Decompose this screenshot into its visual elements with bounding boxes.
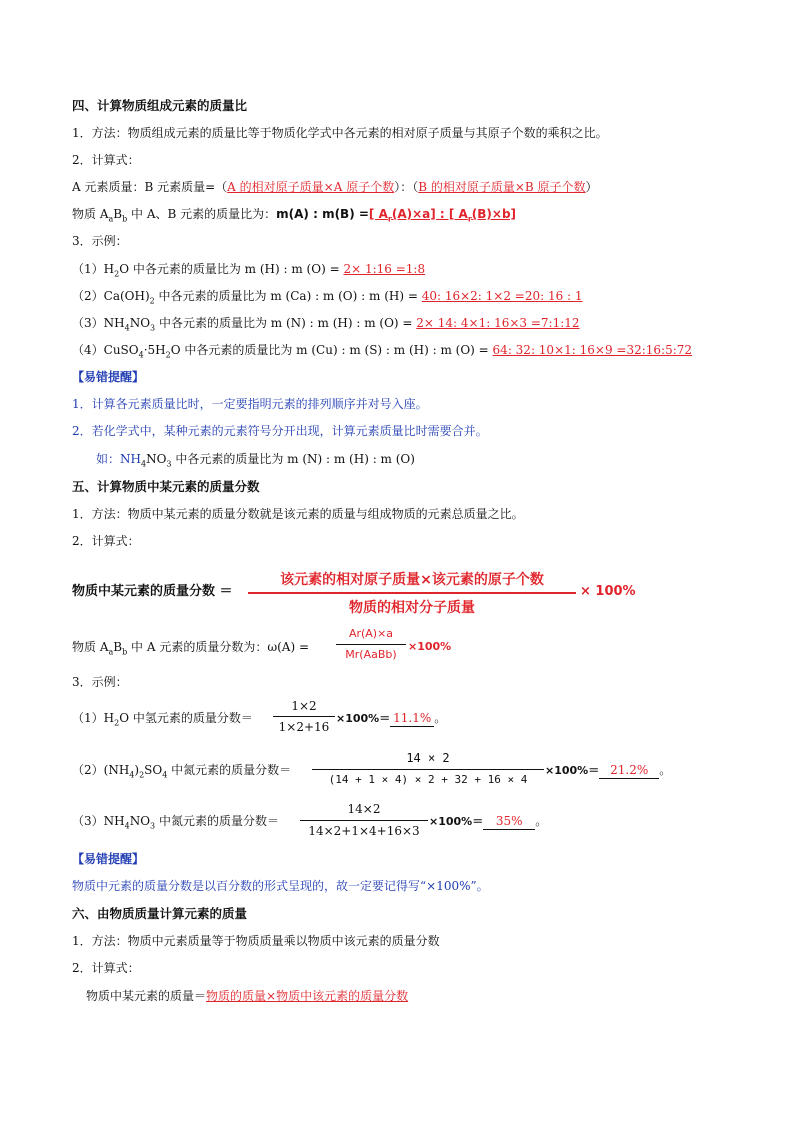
section-4-tip-title: 【易错提醒】 (72, 370, 145, 384)
omega-sub-b: b (122, 647, 128, 657)
s5-ex1-end: 。 (434, 711, 447, 725)
omega-numerator: Ar(A)×a (348, 627, 394, 640)
s5-ex3-numerator: 14×2 (347, 802, 381, 816)
s5-ex2-mid2: SO (144, 763, 163, 777)
section-4-ratio (72, 206, 516, 222)
ex4-sub: 4 (138, 350, 144, 360)
ratio-formula: m(A) : m(B) = (276, 207, 369, 221)
s5-ex2-fraction (312, 750, 544, 790)
big-formula-times: × 100% (580, 584, 636, 599)
s5-ex1-fraction (273, 698, 335, 736)
big-formula-numerator: 该元素的相对原子质量×该元素的原子个数 (280, 572, 544, 588)
ex4-sub2: 2 (165, 350, 171, 360)
s5-ex1-sub: 2 (114, 718, 120, 728)
section-4-title: 四、计算物质组成元素的质量比 (72, 98, 248, 113)
s5-ex2-result (545, 762, 671, 779)
ratio-sub-a: a (108, 214, 114, 224)
omega-bar (336, 644, 406, 645)
s5-ex3-pre: （3）NH (72, 814, 125, 828)
omega-text: 中 A 元素的质量分数为：ω(A) = (127, 640, 310, 654)
s5-ex3-answer: 35% (483, 813, 535, 830)
ratio-sub-b: b (122, 214, 128, 224)
section-5-example-3 (72, 813, 279, 829)
ex2-sub: 2 (149, 296, 155, 306)
section-5-method: 1．方法：物质中某元素的质量分数就是该元素的质量与组成物质的元素总质量之比。 (72, 507, 524, 521)
s5-ex1-pre: （1）H (72, 711, 115, 725)
section-6-formula-label: 2．计算式： (72, 961, 140, 975)
s5-ex3-end: 。 (535, 814, 548, 828)
formula-suffix: ） (585, 180, 598, 194)
ex2-text: 中各元素的质量比为 m (Ca) : m (O) : m (H) = (154, 289, 422, 303)
section-6-method: 1．方法：物质中元素质量等于物质质量乘以物质中该元素的质量分数 (72, 934, 440, 948)
formula-mid: ）：（ (394, 180, 419, 194)
section-4-tip-1: 1．计算各元素质量比时，一定要指明元素的排列顺序并对号入座。 (72, 397, 428, 411)
section-5-example-2 (72, 762, 291, 778)
ex2-pre: （2）Ca(OH) (72, 289, 150, 303)
ex4-text: O 中各元素的质量比为 m (Cu) : m (S) : m (H) : m (O) = (170, 343, 493, 357)
tip-example-text: 中各元素的质量比为 m (N) : m (H) : m (O) (171, 452, 415, 466)
s5-ex2-mid: ) (134, 763, 140, 777)
ratio-text: 中 A、B 元素的质量比为： (127, 207, 277, 221)
big-formula-bar (248, 592, 576, 594)
ex3-pre: （3）NH (72, 316, 125, 330)
s5-ex3-times: ×100%＝ (429, 815, 484, 828)
s5-ex2-answer: 21.2% (599, 762, 659, 779)
formula-prefix: A 元素质量：B 元素质量=（ (72, 180, 228, 194)
s6-formula-a: 物质的质量 (206, 989, 267, 1003)
s5-ex1-numerator: 1×2 (291, 699, 317, 713)
s5-ex1-bar (273, 716, 335, 717)
formula-a-answer: A 的相对原子质量×A 原子个数 (227, 180, 395, 194)
omega-pre: 物质 A (72, 640, 109, 654)
s5-ex1-denominator: 1×2+16 (278, 720, 330, 734)
s5-ex2-numerator: 14 × 2 (406, 751, 450, 765)
ex2-answer: 40: 16×2: 1×2 =20: 16 : 1 (421, 289, 583, 303)
section-4-method: 1．方法：物质组成元素的质量比等于物质化学式中各元素的相对原子质量与其原子个数的乘积之比。 (72, 126, 608, 140)
ex4-pre: （4）CuSO (72, 343, 139, 357)
section-5-tip-title: 【易错提醒】 (72, 852, 145, 866)
s5-ex3-sub2: 3 (150, 821, 156, 831)
s5-ex1-answer: 11.1% (390, 710, 434, 727)
big-formula-label: 物质中某元素的质量分数 ＝ (72, 584, 233, 599)
ex3-sub2: 3 (150, 323, 156, 333)
s5-ex2-text: 中氮元素的质量分数＝ (167, 763, 292, 777)
omega-B: B (113, 640, 123, 654)
tip-example-mid: NO (146, 452, 167, 466)
tip-example-pre: 如：NH (96, 452, 141, 466)
s5-ex3-bar (300, 820, 428, 821)
formula-b-answer: B 的相对原子质量×B 原子个数 (418, 180, 586, 194)
ratio-answer-sub1: r (387, 214, 392, 224)
ex3-mid: NO (129, 316, 151, 330)
s5-ex2-sub3: 4 (162, 770, 168, 780)
ex1-text: O 中各元素的质量比为 m (H) : m (O) = (119, 262, 344, 276)
s5-ex2-bar (312, 769, 544, 770)
section-4-formula (72, 179, 598, 195)
section-4-example-3 (72, 315, 580, 331)
section-5-formula-label: 2．计算式： (72, 534, 140, 548)
omega-denominator: Mr(AaBb) (345, 648, 397, 661)
ex3-answer: 2× 14: 4×1: 16×3 =7:1:12 (416, 316, 580, 330)
omega-formula (72, 639, 309, 655)
s6-formula-b: 物质中该元素的质量分数 (276, 989, 409, 1003)
ex4-mid: ·5H (143, 343, 166, 357)
tip-example-sub2: 3 (166, 459, 172, 469)
s5-ex2-sub1: 4 (129, 770, 135, 780)
s5-ex3-mid: NO (129, 814, 151, 828)
ex1-pre: （1）H (72, 262, 115, 276)
s5-ex1-text: O 中氢元素的质量分数＝ (119, 711, 253, 725)
s5-ex3-denominator: 14×2+1×4+16×3 (308, 824, 420, 838)
ratio-answer-part3: (B)×b] (471, 207, 517, 221)
s6-formula-prefix: 物质中某元素的质量＝ (86, 989, 207, 1003)
big-formula-fraction (248, 570, 576, 618)
ex1-sub: 2 (114, 269, 120, 279)
omega-fraction (336, 626, 406, 664)
section-4-formula-label: 2．计算式： (72, 153, 140, 167)
s5-ex2-times: ×100%＝ (545, 764, 600, 777)
s5-ex2-pre: （2）(NH (72, 763, 130, 777)
section-5-example-1 (72, 710, 253, 726)
s5-ex2-end: 。 (659, 763, 672, 777)
ratio-answer-sub2: r (467, 214, 472, 224)
s5-ex2-denominator: (14 + 1 × 4) × 2 + 32 + 16 × 4 (328, 773, 528, 786)
section-4-example-2 (72, 288, 583, 304)
section-6-formula (86, 988, 408, 1004)
ratio-B: B (113, 207, 123, 221)
section-5-title: 五、计算物质中某元素的质量分数 (72, 479, 260, 494)
ratio-answer (368, 207, 517, 224)
s5-ex3-text: 中氮元素的质量分数＝ (155, 814, 279, 828)
section-4-tip-2: 2．若化学式中，某种元素的元素符号分开出现，计算元素质量比时需要合并。 (72, 424, 488, 438)
section-6-title: 六、由物质质量计算元素的质量 (72, 906, 248, 921)
s5-ex3-sub1: 4 (124, 821, 130, 831)
section-4-examples-label: 3．示例： (72, 234, 128, 248)
s5-ex3-fraction (300, 801, 428, 841)
big-formula-denominator: 物质的相对分子质量 (349, 600, 475, 616)
section-5-examples-label: 3．示例： (72, 675, 128, 689)
ex3-text: 中各元素的质量比为 m (N) : m (H) : m (O) = (155, 316, 417, 330)
section-4-example-4 (72, 342, 692, 358)
ex3-sub1: 4 (124, 323, 130, 333)
ratio-answer-part2: (A)×a] : [ A (391, 207, 468, 221)
s5-ex2-sub2: 2 (139, 770, 145, 780)
ex4-answer: 64: 32: 10×1: 16×9 =32:16:5:72 (492, 343, 693, 357)
ratio-prefix: 物质 A (72, 207, 109, 221)
section-4-tip-example (96, 451, 415, 467)
omega-times: ×100% (408, 640, 452, 653)
tip-example-sub1: 4 (140, 459, 147, 469)
s6-formula-times: × (266, 989, 277, 1003)
s5-ex1-times: ×100%＝ (336, 712, 391, 725)
section-4-example-1 (72, 261, 425, 277)
section-5-tip-1: 物质中元素的质量分数是以百分数的形式呈现的，故一定要记得写“×100%”。 (72, 879, 489, 893)
s5-ex1-result (336, 710, 446, 727)
s5-ex3-result (429, 813, 547, 830)
ex1-answer: 2× 1:16 =1:8 (343, 262, 426, 276)
omega-sub-a: a (108, 647, 114, 657)
ratio-answer-part1: [ A (368, 207, 388, 221)
